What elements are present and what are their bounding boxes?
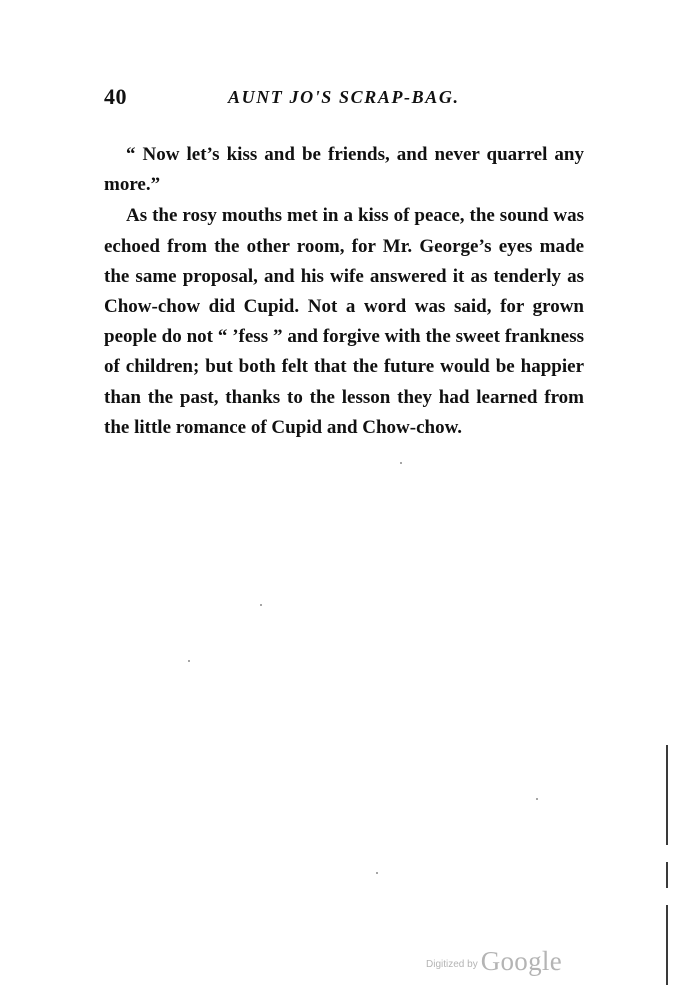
- page-edge-shadow: [666, 745, 668, 845]
- watermark-prefix: Digitized by: [426, 959, 478, 970]
- page-header: [104, 84, 584, 114]
- scan-speck: [260, 604, 262, 606]
- watermark-brand-logo: Google: [480, 946, 562, 976]
- body-text: [104, 140, 584, 443]
- scan-speck: [536, 798, 538, 800]
- running-head: AUNT JO'S SCRAP-BAG.: [228, 87, 460, 107]
- digitization-watermark: [426, 946, 562, 977]
- scan-speck: [188, 660, 190, 662]
- paragraph-dialogue: “ Now let’s kiss and be friends, and never quarrel any more.”: [104, 144, 584, 196]
- page-number: 40: [104, 84, 127, 109]
- page-edge-shadow: [666, 905, 668, 985]
- paragraph-narration: As the rosy mouths met in a kiss of peace, the sound was echoed from the other room, for Mr. George’s eyes made the same proposal, and his wife answered it as tenderly as Chow-chow did Cupid. Not a word was said, for grown people do not “ ’fess ” and forgive with the sweet frankness of children; but both felt that the future would be happier than the past, thanks to the lesson they had learned from the little romance of Cupid and Chow-chow.: [104, 205, 584, 438]
- scan-speck: [400, 462, 402, 464]
- page-edge-shadow: [666, 862, 668, 888]
- scan-speck: [376, 872, 378, 874]
